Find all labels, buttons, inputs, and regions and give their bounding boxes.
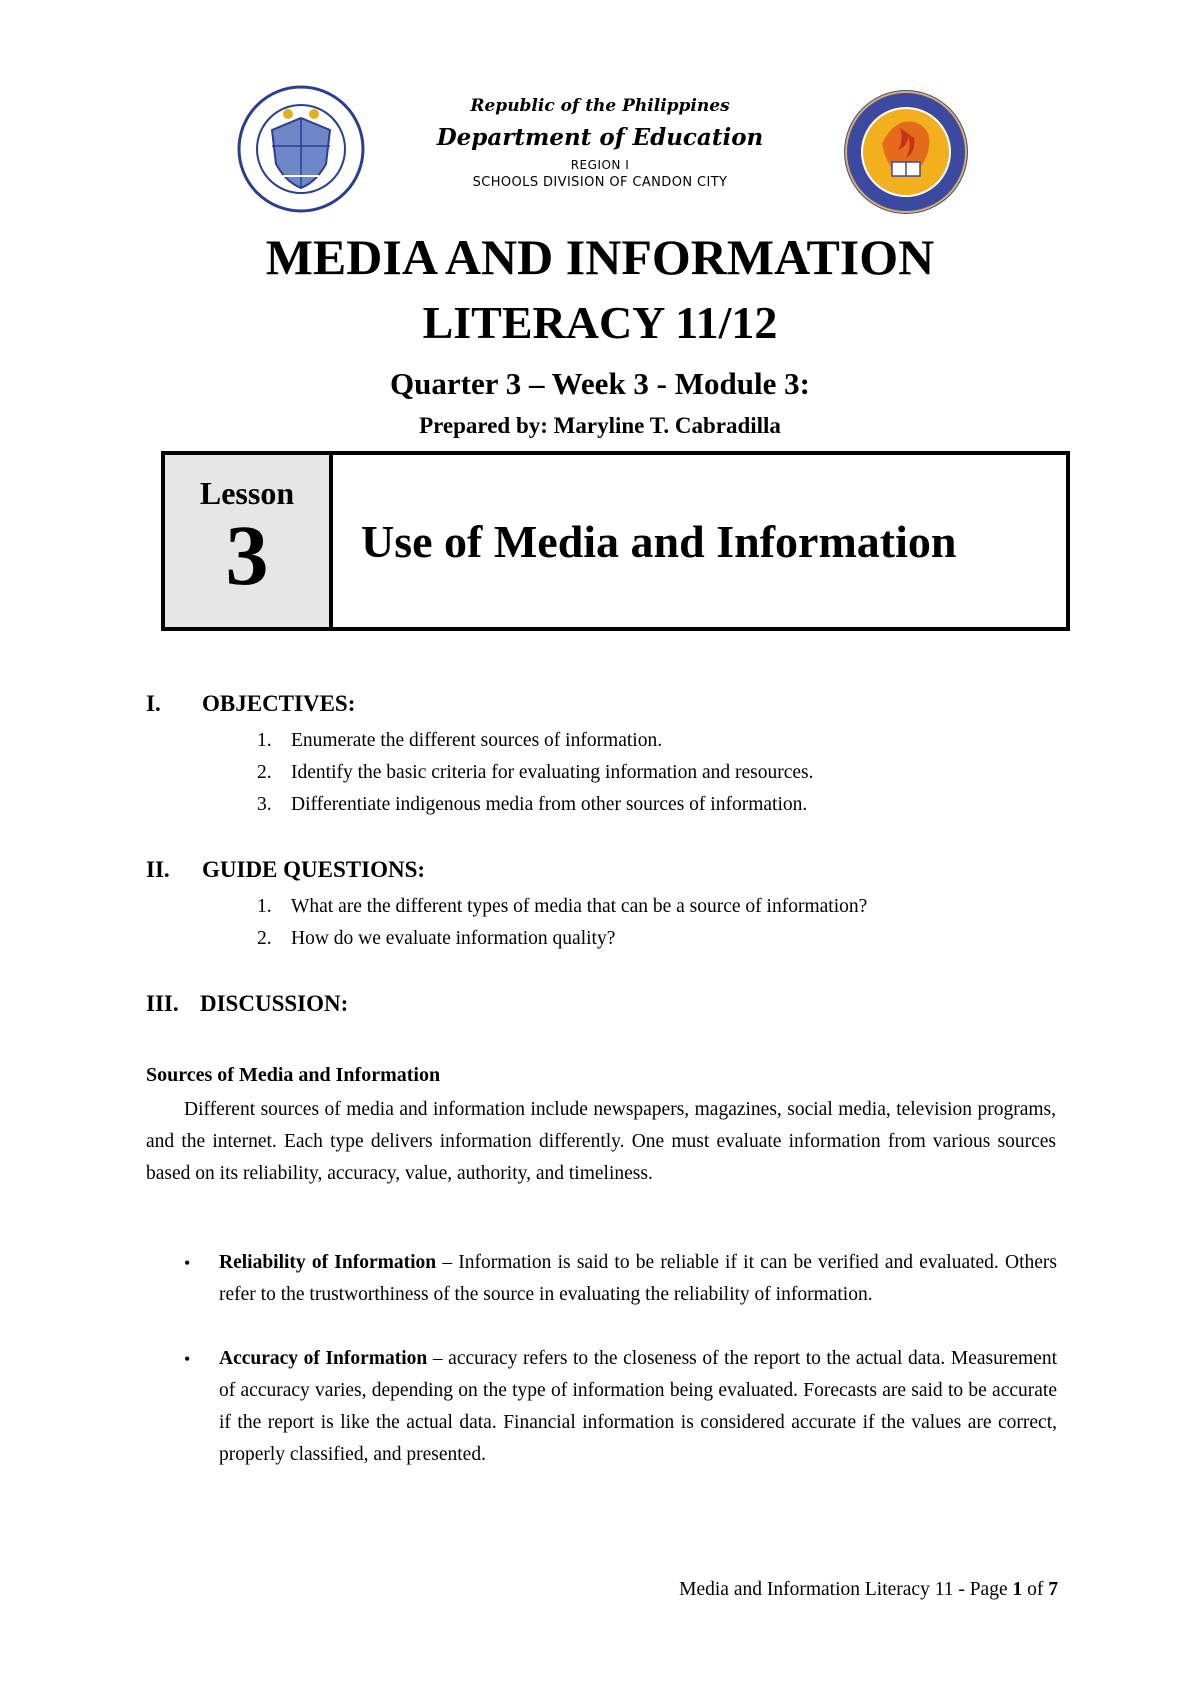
discussion-heading-text: DISCUSSION:: [200, 991, 349, 1016]
bullet-icon: •: [184, 1349, 191, 1369]
lesson-label: Lesson: [199, 475, 295, 511]
guide-questions-heading: [146, 857, 425, 883]
guide-question-number: 1.: [257, 896, 272, 917]
guide-question-text: What are the different types of media that can be a source of information?: [291, 896, 868, 917]
department-line: Department of Education: [436, 124, 764, 151]
bullet-term: Reliability of Information: [219, 1252, 437, 1273]
bullet-accuracy: [219, 1343, 1057, 1471]
bullet-definition: – accuracy refers to the closeness of the report to the actual data. Measurement of accuracy varies, depending on the type of information being evaluated. Forecasts are said to be accurate if the report is like the actual data. Financial information is considered accurate if the values are correct, properly classified, and presented.: [219, 1348, 1058, 1465]
objective-item: [257, 762, 814, 784]
quarter-week-module: Quarter 3 – Week 3 - Module 3:: [390, 366, 810, 401]
lesson-box: [161, 451, 1070, 631]
objective-text: Enumerate the different sources of information.: [291, 730, 663, 751]
footer-of: of: [1022, 1579, 1049, 1600]
objective-number: 2.: [257, 762, 272, 783]
objective-item: [257, 730, 662, 752]
lesson-title-cell: [333, 455, 1066, 627]
bullet-reliability: [219, 1247, 1057, 1311]
bullet-definition: – Information is said to be reliable if it can be verified and evaluated. Others refer to the trustworthiness of the source in evaluating the reliability of information.: [219, 1252, 1057, 1305]
discussion-heading: [146, 991, 348, 1017]
module-title-line-1: MEDIA AND INFORMATION: [265, 229, 935, 285]
objectives-heading: [146, 691, 355, 717]
objective-text: Differentiate indigenous media from other sources of information.: [291, 794, 808, 815]
sources-subheading: Sources of Media and Information: [146, 1064, 441, 1086]
guide-question-number: 2.: [257, 928, 272, 949]
sources-paragraph-text: Different sources of media and information include newspapers, magazines, social media, television programs, and the internet. Each type delivers information differently. One must evaluate information from various sources based on its reliability, accuracy, value, authority, and timeliness.: [146, 1099, 1056, 1184]
guide-question-item: [257, 928, 615, 950]
objectives-heading-text: OBJECTIVES:: [202, 691, 356, 716]
objective-item: [257, 794, 807, 816]
module-title-line-2: LITERACY 11/12: [422, 297, 778, 348]
objective-number: 1.: [257, 730, 272, 751]
footer-prefix: Media and Information Literacy 11 - Page: [679, 1579, 1013, 1600]
discussion-numeral: III.: [146, 991, 179, 1016]
guide-questions-numeral: II.: [146, 857, 170, 882]
republic-line: Republic of the Philippines: [470, 96, 730, 116]
division-line: SCHOOLS DIVISION OF CANDON CITY: [472, 175, 728, 190]
bullet-term: Accuracy of Information: [219, 1348, 428, 1369]
objective-text: Identify the basic criteria for evaluating information and resources.: [291, 762, 814, 783]
guide-questions-heading-text: GUIDE QUESTIONS:: [202, 857, 426, 882]
lesson-title: Use of Media and Information: [361, 515, 957, 567]
footer-page-number: 1: [1012, 1579, 1023, 1600]
guide-question-text: How do we evaluate information quality?: [291, 928, 616, 949]
page-footer: [679, 1579, 1058, 1601]
region-line: REGION I: [570, 158, 630, 172]
bullet-icon: •: [184, 1253, 191, 1273]
footer-total-pages: 7: [1048, 1579, 1058, 1600]
lesson-number-cell: [165, 455, 333, 627]
guide-question-item: [257, 896, 867, 918]
lesson-number: 3: [225, 507, 269, 603]
objective-number: 3.: [257, 794, 272, 815]
sources-paragraph: [146, 1094, 1056, 1190]
prepared-by: Prepared by: Maryline T. Cabradilla: [419, 413, 781, 438]
objectives-numeral: I.: [146, 691, 161, 716]
